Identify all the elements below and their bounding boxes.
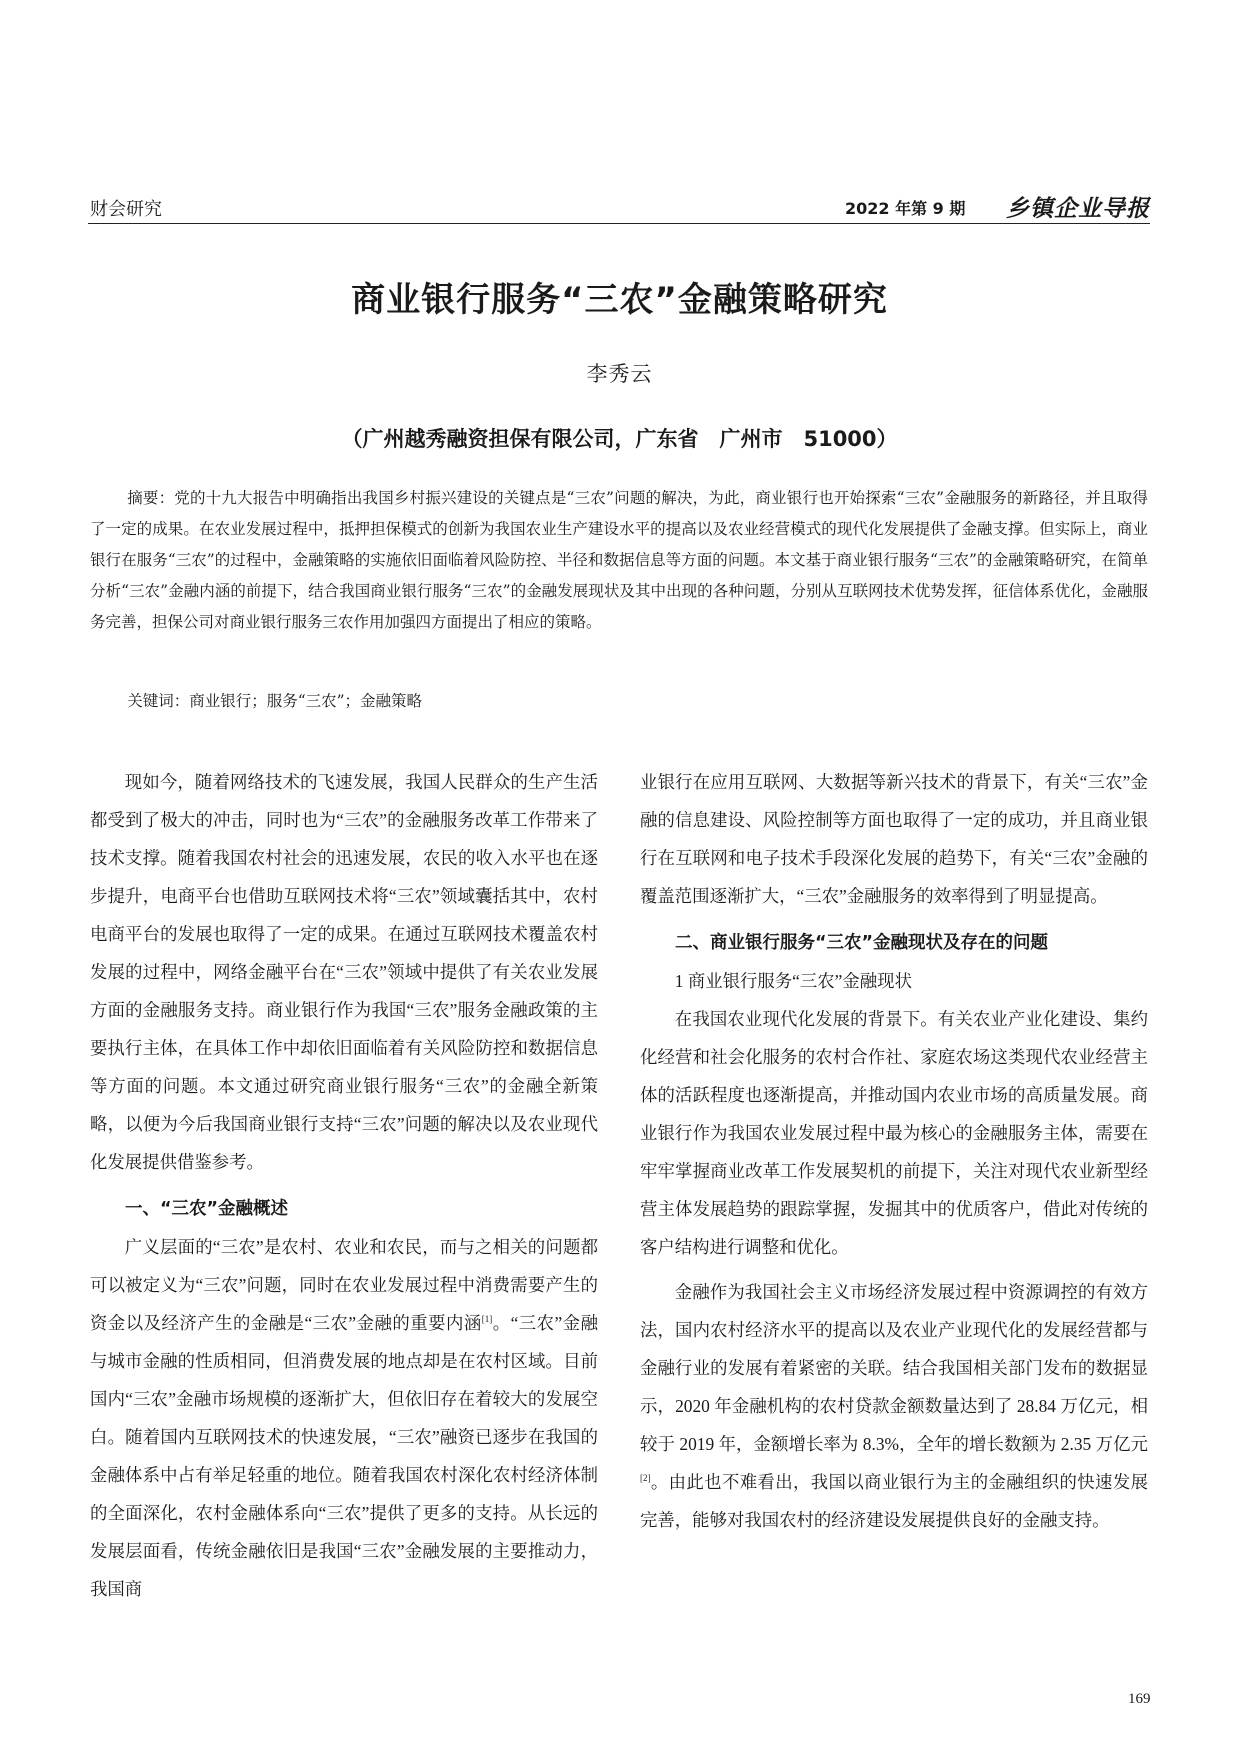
subsection-heading: 1 商业银行服务“三农”金融现状: [674, 971, 912, 991]
journal-name: 乡镇企业导报: [1006, 196, 1150, 222]
paragraph-text: 金融作为我国社会主义市场经济发展过程中资源调控的有效方法，国内农村经济水平的提高以及农业产业现代化的发展经营都与金融行业的发展有着紧密的关联。结合我国相关部门发布的数据显示，2020 年金融机构的农村贷款金额数量达到了 28.84 万亿元，相较于 2019 年，金额增长率为 8.3%，全年的增长数额为 2.35 万亿元: [640, 1282, 1148, 1454]
paragraph: [90, 1228, 598, 1608]
article-author: 李秀云: [586, 362, 653, 386]
paragraph-text: 。“三农”金融与城市金融的性质相同，但消费发展的地点却是在农村区域。目前国内“三农”金融市场规模的逐渐扩大，但依旧存在着较大的发展空白。随着国内互联网技术的快速发展，“三农”融资已逐步在我国的金融体系中占有举足轻重的地位。随着我国农村深化农村经济体制的全面深化，农村金融体系向“三农”提供了更多的支持。从长远的发展层面看，传统金融依旧是我国“三农”金融发展的主要推动力，我国商: [90, 1313, 598, 1599]
paragraph-text: 广义层面的“三农”是农村、农业和农民，而与之相关的问题都可以被定义为“三农”问题，同时在农业发展过程中消费需要产生的资金以及经济产生的金融是“三农”金融的重要内涵: [90, 1237, 598, 1333]
paragraph: 在我国农业现代化发展的背景下。有关农业产业化建设、集约化经营和社会化服务的农村合作社、家庭农场这类现代农业经营主体的活跃程度也逐渐提高，并推动国内农业市场的高质量发展。商业银行作为我国农业发展过程中最为核心的金融服务主体，需要在牢牢掌握商业改革工作发展契机的前提下，关注对现代农业新型经营主体发展趋势的跟踪掌握，发掘其中的优质客户，借此对传统的客户结构进行调整和优化。: [640, 1009, 1148, 1257]
paragraph: [640, 1273, 1148, 1539]
paragraph: 现如今，随着网络技术的飞速发展，我国人民群众的生产生活都受到了极大的冲击，同时也为“三农”的金融服务改革工作带来了技术支撑。随着我国农村社会的迅速发展，农民的收入水平也在逐步提升，电商平台也借助互联网技术将“三农”领域囊括其中，农村电商平台的发展也取得了一定的成果。在通过互联网技术覆盖农村发展的过程中，网络金融平台在“三农”领域中提供了有关农业发展方面的金融服务支持。商业银行作为我国“三农”服务金融政策的主要执行主体，在具体工作中却依旧面临着有关风险防控和数据信息等方面的问题。本文通过研究商业银行服务“三农”的金融全新策略，以便为今后我国商业银行支持“三农”问题的解决以及农业现代化发展提供借鉴参考。: [90, 772, 598, 1172]
reference-marker: [2]: [640, 1473, 651, 1484]
paragraph-text: 。由此也不难看出，我国以商业银行为主的金融组织的快速发展完善，能够对我国农村的经济建设发展提供良好的金融支持。: [640, 1472, 1148, 1530]
right-column: [640, 763, 1148, 1539]
section-heading: 二、商业银行服务“三农”金融现状及存在的问题: [675, 933, 1049, 953]
issue-label: 2022 年第 9 期: [845, 199, 966, 218]
author-affiliation: （广州越秀融资担保有限公司，广东省 广州市 51000）: [341, 427, 898, 451]
abstract: 摘要：党的十九大报告中明确指出我国乡村振兴建设的关键点是“三农”问题的解决，为此，商业银行也开始探索“三农”金融服务的新路径，并且取得了一定的成果。在农业发展过程中，抵押担保模式的创新为我国农业生产建设水平的提高以及农业经营模式的现代化发展提供了金融支撑。但实际上，商业银行在服务“三农”的过程中，金融策略的实施依旧面临着风险防控、半径和数据信息等方面的问题。本文基于商业银行服务“三农”的金融策略研究，在简单分析“三农”金融内涵的前提下，结合我国商业银行服务“三农”的金融发展现状及其中出现的各种问题，分别从互联网技术优势发挥，征信体系优化，金融服务完善，担保公司对商业银行服务三农作用加强四方面提出了相应的策略。: [90, 489, 1148, 631]
keywords: 关键词：商业银行；服务“三农”；金融策略: [127, 692, 423, 710]
left-column: [90, 763, 598, 1608]
section-label: 财会研究: [90, 199, 162, 220]
header-divider: [88, 223, 1150, 224]
page-number: 169: [1128, 1691, 1151, 1707]
section-heading: 一、“三农”金融概述: [125, 1199, 289, 1219]
paragraph: 业银行在应用互联网、大数据等新兴技术的背景下，有关“三农”金融的信息建设、风险控制等方面也取得了一定的成功，并且商业银行在互联网和电子技术手段深化发展的趋势下，有关“三农”金融的覆盖范围逐渐扩大，“三农”金融服务的效率得到了明显提高。: [640, 772, 1148, 906]
reference-marker: [1]: [481, 1314, 493, 1325]
article-title: 商业银行服务“三农”金融策略研究: [351, 280, 888, 320]
